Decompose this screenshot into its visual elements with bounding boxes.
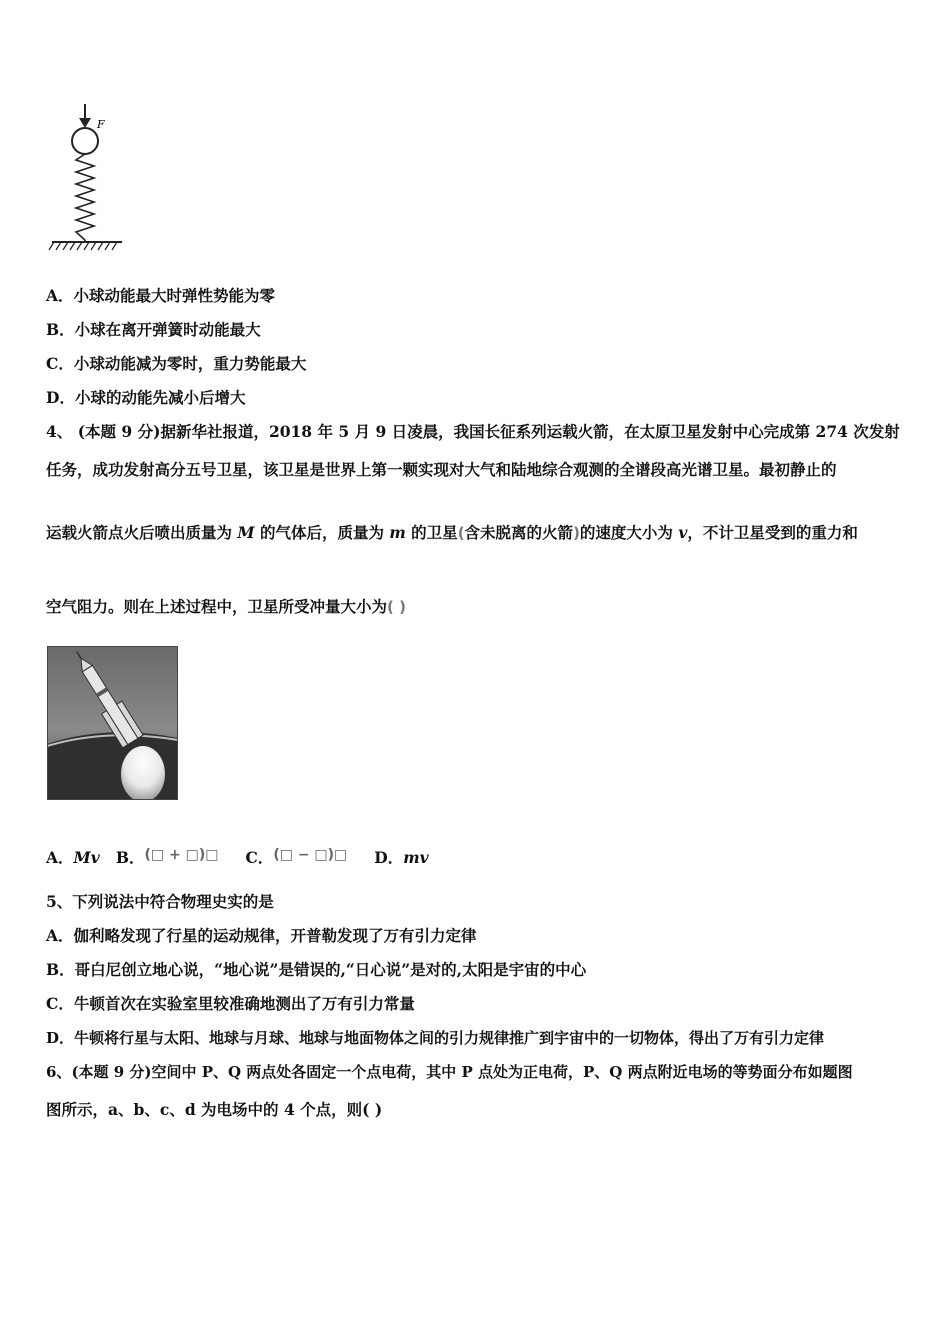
q4-options <box>46 845 429 868</box>
q3-option-c: C．小球动能减为零时，重力势能最大 <box>46 354 307 373</box>
q4-stem-line3: 运载火箭点火后喷出质量为 M 的气体后，质量为 m 的卫星(含未脱离的火箭)的速度大小为 v，不计卫星受到的重力和 <box>46 523 858 542</box>
q5-stem: 5、下列说法中符合物理史实的是 <box>46 892 274 911</box>
q5-option-b: B．哥白尼创立地心说，“地心说”是错误的,“日心说”是对的,太阳是宇宙的中心 <box>46 960 587 979</box>
q5-option-d: D．牛顿将行星与太阳、地球与月球、地球与地面物体之间的引力规律推广到宇宙中的一切物体，得出了万有引力定律 <box>46 1029 825 1047</box>
q3-option-a: A．小球动能最大时弹性势能为零 <box>46 286 276 305</box>
q4-option-c-formula: (□ − □)□ <box>273 847 348 863</box>
q4-option-a-letter: A． <box>46 848 74 867</box>
rocket-launch-photo <box>47 646 178 800</box>
q4-option-b-formula: (□ + □)□ <box>144 847 219 863</box>
q5-option-a: A．伽利略发现了行星的运动规律，开普勒发现了万有引力定律 <box>46 926 477 945</box>
q6-stem-line2: 图所示，a、b、c、d 为电场中的 4 个点，则( ) <box>46 1100 383 1119</box>
q4-option-c-letter: C． <box>245 848 274 867</box>
q5-option-c: C．牛顿首次在实验室里较准确地测出了万有引力常量 <box>46 994 415 1013</box>
q3-option-b: B．小球在离开弹簧时动能最大 <box>46 320 261 339</box>
q6-stem-line1: 6、(本题 9 分)空间中 P、Q 两点处各固定一个点电荷，其中 P 点处为正电荷，P、Q 两点附近电场的等势面分布如题图 <box>46 1063 853 1081</box>
q4-stem-line4: 空气阻力。则在上述过程中，卫星所受冲量大小为( ) <box>46 597 406 616</box>
q4-option-b-letter: B． <box>115 848 145 867</box>
q4-stem-line2: 任务，成功发射高分五号卫星，该卫星是世界上第一颗实现对大气和陆地综合观测的全谱段高光谱卫星。最初静止的 <box>46 460 837 479</box>
spring-ball-figure <box>44 100 130 256</box>
q4-option-d-letter: D． <box>374 848 404 867</box>
q3-option-d: D．小球的动能先减小后增大 <box>46 388 246 407</box>
answer-blank: ( ) <box>387 598 406 616</box>
force-label: F <box>97 118 105 131</box>
q4-option-a: Mv <box>73 848 100 867</box>
q4-stem-line1: 4、 (本题 9 分)据新华社报道，2018 年 5 月 9 日凌晨，我国长征系列运载火箭，在太原卫星发射中心完成第 274 次发射 <box>46 422 900 441</box>
q4-option-d: mv <box>403 848 429 867</box>
